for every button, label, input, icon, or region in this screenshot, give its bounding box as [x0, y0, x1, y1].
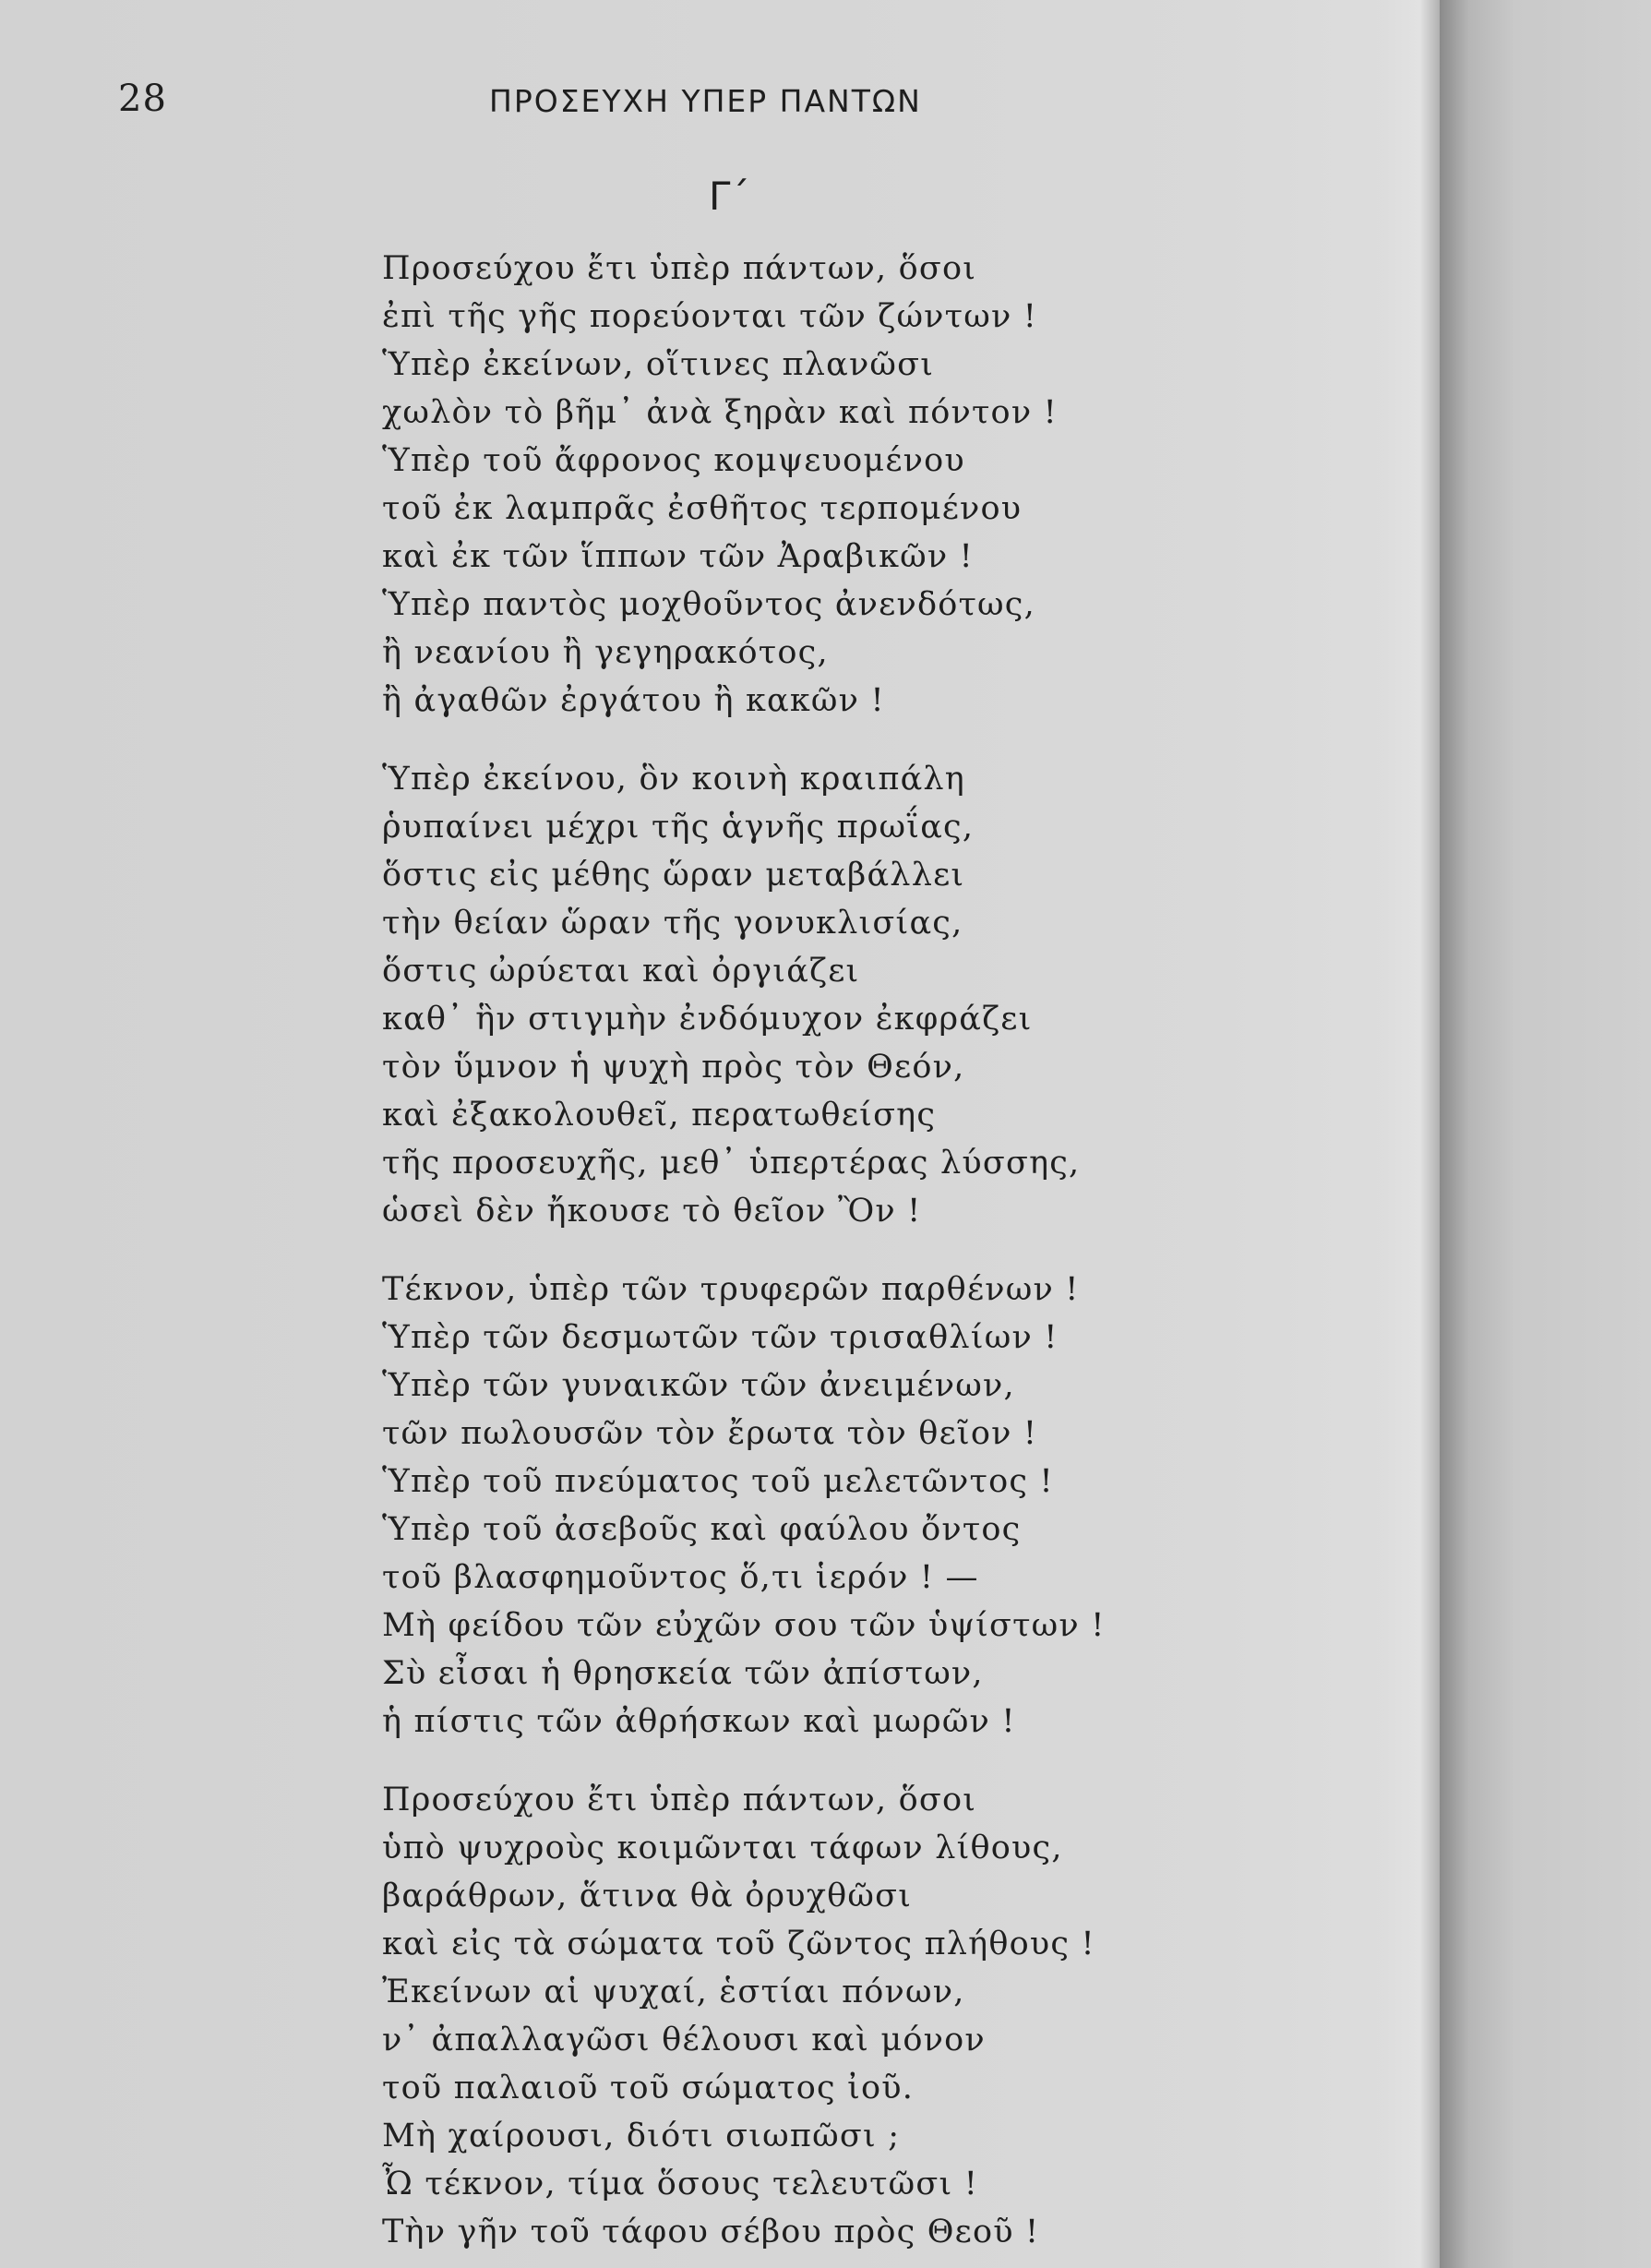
poem-line: ὅστις εἰς μέθης ὥραν μεταβάλλει — [382, 857, 965, 894]
poem-line: Προσεύχου ἔτι ὑπὲρ πάντων, ὅσοι — [382, 250, 977, 287]
poem-line: τῆς προσευχῆς, μεθ᾽ ὑπερτέρας λύσσης, — [382, 1145, 1081, 1182]
stanza-1 — [382, 245, 1416, 725]
poem-line: τοῦ βλασφημοῦντος ὅ,τι ἱερόν ! — — [382, 1559, 979, 1596]
poem-line: Ἐκείνων αἱ ψυχαί, ἑστίαι πόνων, — [382, 1974, 965, 2010]
poem-line: ἐπὶ τῆς γῆς πορεύονται τῶν ζώντων ! — [382, 298, 1038, 335]
poem-line: καὶ εἰς τὰ σώματα τοῦ ζῶντος πλήθους ! — [382, 1926, 1095, 1962]
poem-line: Ὑπὲρ τοῦ ἀσεβοῦς καὶ φαύλου ὄντος — [382, 1511, 1022, 1548]
poem-line: καθ᾽ ἣν στιγμὴν ἐνδόμυχον ἐκφράζει — [382, 1001, 1033, 1038]
poem-line: βαράθρων, ἅτινα θὰ ὀρυχθῶσι — [382, 1878, 913, 1914]
poem-line: ν᾽ ἀπαλλαγῶσι θέλουσι καὶ μόνον — [382, 2022, 986, 2058]
poem-line: ὡσεὶ δὲν ἤκουσε τὸ θεῖον Ὂν ! — [382, 1193, 922, 1230]
poem-line: τὴν θείαν ὥραν τῆς γονυκλισίας, — [382, 905, 963, 942]
poem-line: Ὑπὲρ τῶν δεσμωτῶν τῶν τρισαθλίων ! — [382, 1319, 1059, 1356]
poem-line: Ὦ τέκνον, τίμα ὅσους τελευτῶσι ! — [382, 2166, 979, 2202]
poem-line: Ὑπὲρ τοῦ ἄφρονος κομψευομένου — [382, 442, 965, 479]
running-head: ΠΡΟΣΕΥΧΗ ΥΠΕΡ ΠΑΝΤΩΝ — [489, 83, 922, 119]
poem-line: ῥυπαίνει μέχρι τῆς ἁγνῆς πρωΐας, — [382, 809, 975, 846]
poem-line: τοῦ ἐκ λαμπρᾶς ἐσθῆτος τερπομένου — [382, 490, 1023, 527]
stanza-2 — [382, 755, 1416, 1235]
poem-line: Τέκνον, ὑπὲρ τῶν τρυφερῶν παρθένων ! — [382, 1271, 1080, 1308]
poem-line: τῶν πωλουσῶν τὸν ἔρωτα τὸν θεῖον ! — [382, 1415, 1038, 1452]
page-number: 28 — [118, 78, 167, 120]
section-number: Γ΄ — [709, 174, 750, 219]
stanza-4 — [382, 1776, 1416, 2256]
poem-line: Ὑπὲρ τοῦ πνεύματος τοῦ μελετῶντος ! — [382, 1463, 1054, 1500]
poem-line: Προσεύχου ἔτι ὑπὲρ πάντων, ὅσοι — [382, 1782, 977, 1818]
poem-line: καὶ ἐξακολουθεῖ, περατωθείσης — [382, 1097, 937, 1134]
poem — [382, 245, 1416, 2268]
poem-line: Ὑπὲρ παντὸς μοχθοῦντος ἀνενδότως, — [382, 586, 1035, 623]
poem-line: καὶ ἐκ τῶν ἵππων τῶν Ἀραβικῶν ! — [382, 538, 974, 575]
poem-line: Μὴ φείδου τῶν εὐχῶν σου τῶν ὑψίστων ! — [382, 1607, 1106, 1644]
poem-line: τοῦ παλαιοῦ τοῦ σώματος ἰοῦ. — [382, 2070, 915, 2106]
poem-line: Μὴ χαίρουσι, διότι σιωπῶσι ; — [382, 2118, 901, 2154]
stanza-3 — [382, 1266, 1416, 1746]
poem-line: Τὴν γῆν τοῦ τάφου σέβου πρὸς Θεοῦ ! — [382, 2214, 1040, 2250]
poem-line: Ὑπὲρ ἐκείνου, ὃν κοινὴ κραιπάλη — [382, 761, 965, 798]
poem-line: χωλὸν τὸ βῆμ᾽ ἀνὰ ξηρὰν καὶ πόντον ! — [382, 394, 1058, 431]
poem-line: τὸν ὕμνον ἡ ψυχὴ πρὸς τὸν Θεόν, — [382, 1049, 965, 1086]
poem-line: ὑπὸ ψυχροὺς κοιμῶνται τάφων λίθους, — [382, 1830, 1063, 1866]
poem-line: ὅστις ὠρύεται καὶ ὀργιάζει — [382, 953, 860, 990]
facing-page — [1513, 0, 1651, 2268]
poem-line: ἡ πίστις τῶν ἀθρήσκων καὶ μωρῶν ! — [382, 1703, 1016, 1740]
poem-line: Ὑπὲρ ἐκείνων, οἵτινες πλανῶσι — [382, 346, 935, 383]
poem-line: ἢ νεανίου ἢ γεγηρακότος, — [382, 634, 829, 671]
poem-line: Σὺ εἶσαι ἡ θρησκεία τῶν ἀπίστων, — [382, 1655, 984, 1692]
poem-line: ἢ ἀγαθῶν ἐργάτου ἢ κακῶν ! — [382, 682, 885, 719]
poem-line: Ὑπὲρ τῶν γυναικῶν τῶν ἀνειμένων, — [382, 1367, 1015, 1404]
facing-page-edge — [1440, 0, 1513, 2268]
